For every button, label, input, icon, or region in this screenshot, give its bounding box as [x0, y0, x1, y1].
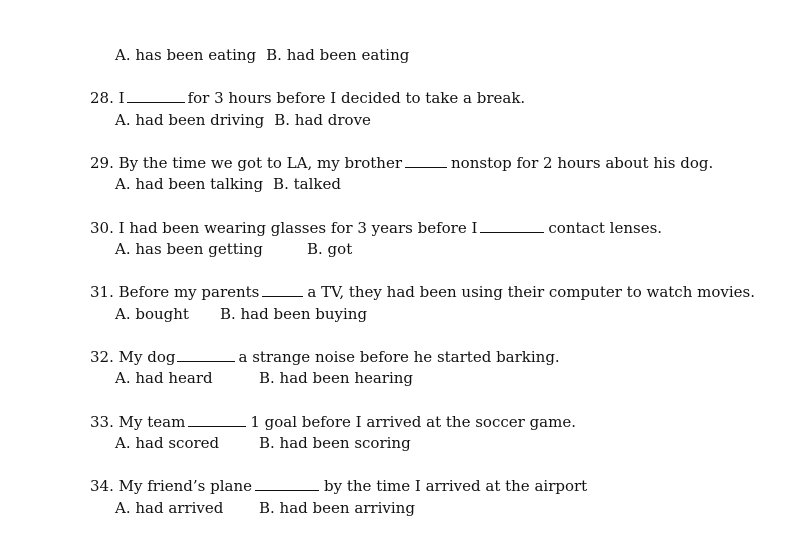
question-27-options	[115, 46, 409, 64]
question-number: 33.	[90, 413, 114, 431]
stem-after: by the time I arrived at the airport	[324, 477, 588, 495]
question-34-options	[115, 499, 415, 517]
question-29-stem	[90, 154, 713, 172]
question-30-options	[115, 240, 415, 258]
question-33-options	[115, 434, 415, 452]
answer-blank	[177, 349, 235, 362]
option-b: B. talked	[273, 175, 341, 193]
question-28-stem	[90, 89, 525, 107]
stem-after: nonstop for 2 hours about his dog.	[451, 154, 714, 172]
stem-before: My dog	[118, 348, 176, 366]
option-a: A. had heard	[115, 369, 213, 387]
question-number: 31.	[90, 283, 114, 301]
question-30-stem	[90, 219, 662, 237]
option-a: A. had scored	[115, 434, 220, 452]
option-b: B. had been eating	[266, 46, 410, 64]
option-b: B. got	[307, 240, 353, 258]
option-a: A. had arrived	[115, 499, 224, 517]
option-b: B. had been hearing	[259, 369, 414, 387]
stem-after: a strange noise before he started barking.	[238, 348, 560, 366]
question-number: 29.	[90, 154, 114, 172]
option-b: B. had drove	[274, 111, 371, 129]
option-a: A. has been getting	[115, 240, 263, 258]
question-32-stem	[90, 348, 560, 366]
stem-after: contact lenses.	[548, 219, 663, 237]
question-28-options	[115, 111, 371, 129]
question-33-stem	[90, 413, 576, 431]
stem-after: a TV, they had been using their computer to watch movies.	[307, 283, 756, 301]
option-b: B. had been buying	[219, 305, 368, 323]
question-32-options	[115, 369, 415, 387]
option-b: B. had been arriving	[259, 499, 415, 517]
question-31-stem	[90, 283, 755, 301]
question-number: 28. I	[90, 89, 125, 107]
stem-before: By the time we got to LA, my brother	[118, 154, 403, 172]
stem-before: Before my parents	[118, 283, 260, 301]
answer-blank	[262, 284, 303, 297]
question-number: 34.	[90, 477, 114, 495]
option-a: A. bought	[115, 305, 189, 323]
option-a: A. had been talking	[115, 175, 264, 193]
option-a: A. has been eating	[115, 46, 257, 64]
option-a: A. had been driving	[115, 111, 265, 129]
answer-blank	[405, 155, 447, 168]
answer-blank	[255, 478, 319, 491]
answer-blank	[127, 90, 185, 103]
option-b: B. had been scoring	[259, 434, 411, 452]
question-29-options	[115, 175, 341, 193]
question-number: 32.	[90, 348, 114, 366]
question-number: 30.	[90, 219, 114, 237]
stem-after: for 3 hours before I decided to take a break.	[187, 89, 526, 107]
answer-blank	[188, 414, 246, 427]
stem-after: 1 goal before I arrived at the soccer game.	[250, 413, 576, 431]
question-31-options	[115, 305, 367, 323]
question-34-stem	[90, 477, 587, 495]
answer-blank	[480, 220, 544, 233]
stem-before: My team	[118, 413, 186, 431]
stem-before: My friend’s plane	[118, 477, 253, 495]
stem-before: I had been wearing glasses for 3 years before I	[118, 219, 478, 237]
